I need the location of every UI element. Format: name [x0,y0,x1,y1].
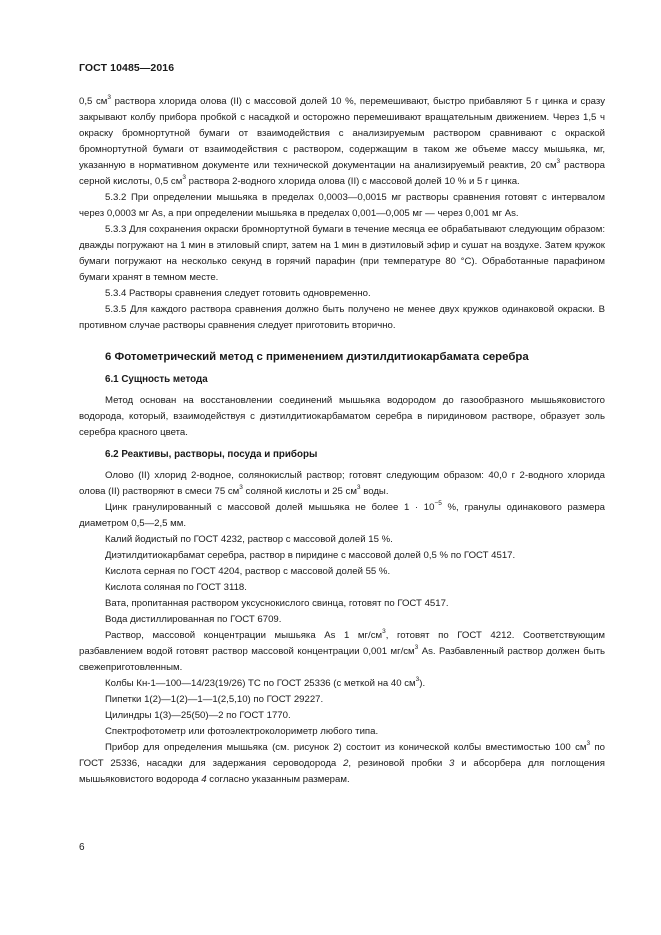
section-6-heading: 6 Фотометрический метод с применением диэтилдитиокарбамата серебра [105,351,529,363]
section-6-2-heading: 6.2 Реактивы, растворы, посуда и приборы [105,449,318,460]
equipment-flasks: Колбы Кн-1—100—14/23(19/26) ТС по ГОСТ 25336 (с меткой на 40 $см^3$). [105,675,426,689]
document-code: ГОСТ 10485—2016 [79,62,175,74]
equipment-spectrophotometer: Спектрофотометр или фотоэлектроколориметр любого типа. [105,726,379,737]
clause-5-3-5: 5.3.5 Для каждого раствора сравнения должно быть получено не менее двух кружков одинаковой окраски. В противном случае растворы сравнения следует приготовить вторично. [79,304,605,331]
reagent-zinc: Цинк гранулированный с массовой долей мышьяка не более $1 \cdot 10^{-5}$ %, гранулы одинакового размера диаметром 0,5—2,5 мм. [79,499,605,529]
reagent-arsenic-solution: Раствор, массовой концентрации мышьяка As 1 $мг/см^3$, готовят по ГОСТ 4212. Соответствующим разбавлением водой готовят раствор массовой концентрации 0,001 $мг/см^3$ As. Разбавленный раствор должен быть свежеприготовленным. [79,627,605,673]
equipment-arsenic-device: Прибор для определения мышьяка (см. рисунок 2) состоит из конической колбы вместимостью 100 $см^3$ по ГОСТ 25336, насадки для задержания сероводорода 2, резиновой пробки 3 и абсорбера для поглощения мышьяковистого водорода 4 согласно указанным размерам. [79,739,606,785]
clause-5-3-4: 5.3.4 Растворы сравнения следует готовить одновременно. [105,288,371,299]
reagent-distilled-water: Вода дистиллированная по ГОСТ 6709. [105,614,282,625]
reagent-sulfuric-acid: Кислота серная по ГОСТ 4204, раствор с массовой долей 55 %. [105,566,391,577]
page-number: 6 [79,842,85,853]
reagent-silver-ddtc: Диэтилдитиокарбамат серебра, раствор в пиридине с массовой долей 0,5 % по ГОСТ 4517. [105,550,516,561]
reagent-tin-chloride: Олово (II) хлорид 2-водное, солянокислый раствор; готовят следующим образом: 40,0 г 2-водного хлорида олова (II) растворяют в смеси 75 $см^3$ соляной кислоты и 25 $см^3$ воды. [79,470,605,497]
section-6-1-heading: 6.1 Сущность метода [105,374,208,385]
method-principle: Метод основан на восстановлении соединений мышьяка водородом до газообразного мышьяковистого водорода, который, взаимодействуя с диэтилдитиокарбаматом серебра в пиридиновом растворе, образует золь серебра красного цвета. [79,395,605,438]
reagent-hydrochloric-acid: Кислота соляная по ГОСТ 3118. [105,582,247,593]
equipment-pipettes: Пипетки 1(2)—1(2)—1—1(2,5,10) по ГОСТ 29227. [105,694,324,705]
page-body [79,94,605,788]
equipment-cylinders: Цилиндры 1(3)—25(50)—2 по ГОСТ 1770. [105,710,291,721]
clause-5-3-2: 5.3.2 При определении мышьяка в пределах 0,0003—0,0015 мг растворы сравнения готовят с интервалом через 0,0003 мг As, а при определении мышьяка в пределах 0,001—0,005 мг — через 0,001 мг As. [79,192,605,219]
reagent-lead-acetate-wool: Вата, пропитанная раствором уксуснокислого свинца, готовят по ГОСТ 4517. [105,598,449,609]
paragraph-continued: 0,5 $см^3$ раствора хлорида олова (II) с массовой долей 10 %, перемешивают, быстро прибавляют 5 г цинка и сразу закрывают колбу прибора пробкой с насадкой и осторожно перемешивают вращательным движением. Через 1,5 ч окраску бромнортутной бумаги от взаимодействия с анализируемым раствором сравнивают с окраской бромнортутной бумаги от взаимодействия с раствором, содержащим в таком же объеме массу мышьяка, мг, указанную в нормативном документе или технической документации на анализируемый реактив, 20 $см^3$ раствора серной кислоты, 0,5 $см^3$ раствора 2-водного хлорида олова (II) с массовой долей 10 % и 5 г цинка. [79,93,605,187]
reagent-potassium-iodide: Калий йодистый по ГОСТ 4232, раствор с массовой долей 15 %. [105,534,393,545]
clause-5-3-3: 5.3.3 Для сохранения окраски бромнортутной бумаги в течение месяца ее обрабатывают следующим образом: дважды погружают на 1 мин в этиловый спирт, затем на 1 мин в диэтиловый эфир и сушат на воздухе. Затем кружок бумаги погружают на несколько секунд в горячий парафин (при температуре 80 °С). Обработанные парафином бумаги хранят в темном месте. [79,224,605,283]
